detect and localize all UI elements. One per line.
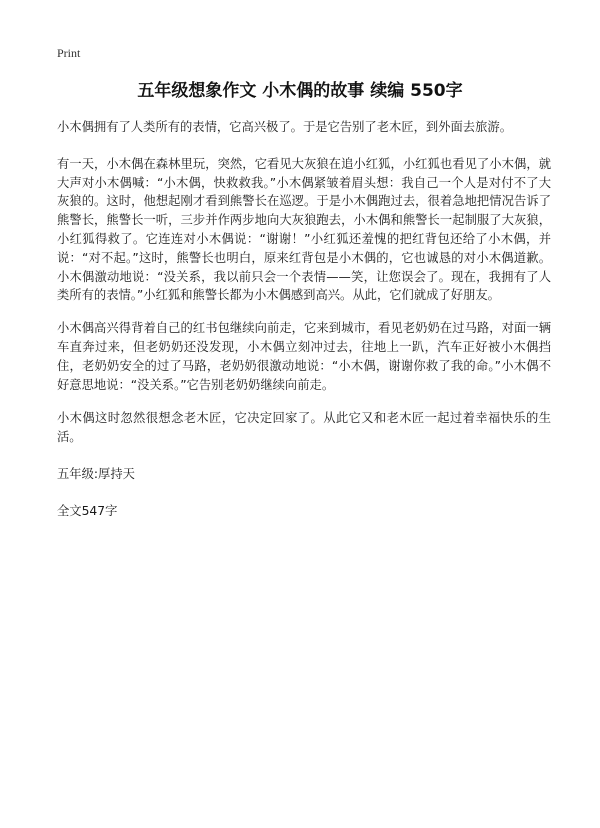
- paragraph-2: 有一天，小木偶在森林里玩，突然，它看见大灰狼在追小红狐，小红狐也看见了小木偶，就大声对小木偶喊：“小木偶，快救救我。”小木偶紧皱着眉头想：我自己一个人是对付不了大灰狼的。这时，他想起刚才看到熊警长在巡逻。于是小木偶跑过去，很着急地把情况告诉了熊警长，熊警长一听，三步并作两步地向大灰狼跑去，小木偶和熊警长一起制服了大灰狼，小红狐得救了。它连连对小木偶说：“谢谢！”小红狐还羞愧的把红背包还给了小木偶，并说：“对不起。”这时，熊警长也明白，原来红背包是小木偶的，它也诚恳的对小木偶道歉。小木偶激动地说：“没关系，我以前只会一个表情——笑，让您误会了。现在，我拥有了人类所有的表情。”小红狐和熊警长都为小木偶感到高兴。从此，它们就成了好朋友。: [57, 156, 551, 303]
- paragraph-1: 小木偶拥有了人类所有的表情，它高兴极了。于是它告别了老木匠，到外面去旅游。: [57, 120, 512, 134]
- word-count: 全文547字: [57, 503, 118, 518]
- print-link[interactable]: Print: [57, 46, 81, 60]
- paragraph-3: 小木偶高兴得背着自己的红书包继续向前走，它来到城市，看见老奶奶在过马路，对面一辆车直奔过来，但老奶奶还没发现，小木偶立刻冲过去，往地上一趴，汽车正好被小木偶挡住，老奶奶安全的过了马路，老奶奶很激动地说：“小木偶，谢谢你救了我的命。”小木偶不好意思地说：“没关系。”它告别老奶奶继续向前走。: [57, 321, 551, 392]
- paragraph-4: 小木偶这时忽然很想念老木匠，它决定回家了。从此它又和老木匠一起过着幸福快乐的生活。: [57, 411, 551, 445]
- article-body: [57, 118, 551, 520]
- page-title: 五年级想象作文 小木偶的故事 续编 550字: [137, 81, 463, 101]
- author-line: 五年级:厚持天: [57, 466, 135, 481]
